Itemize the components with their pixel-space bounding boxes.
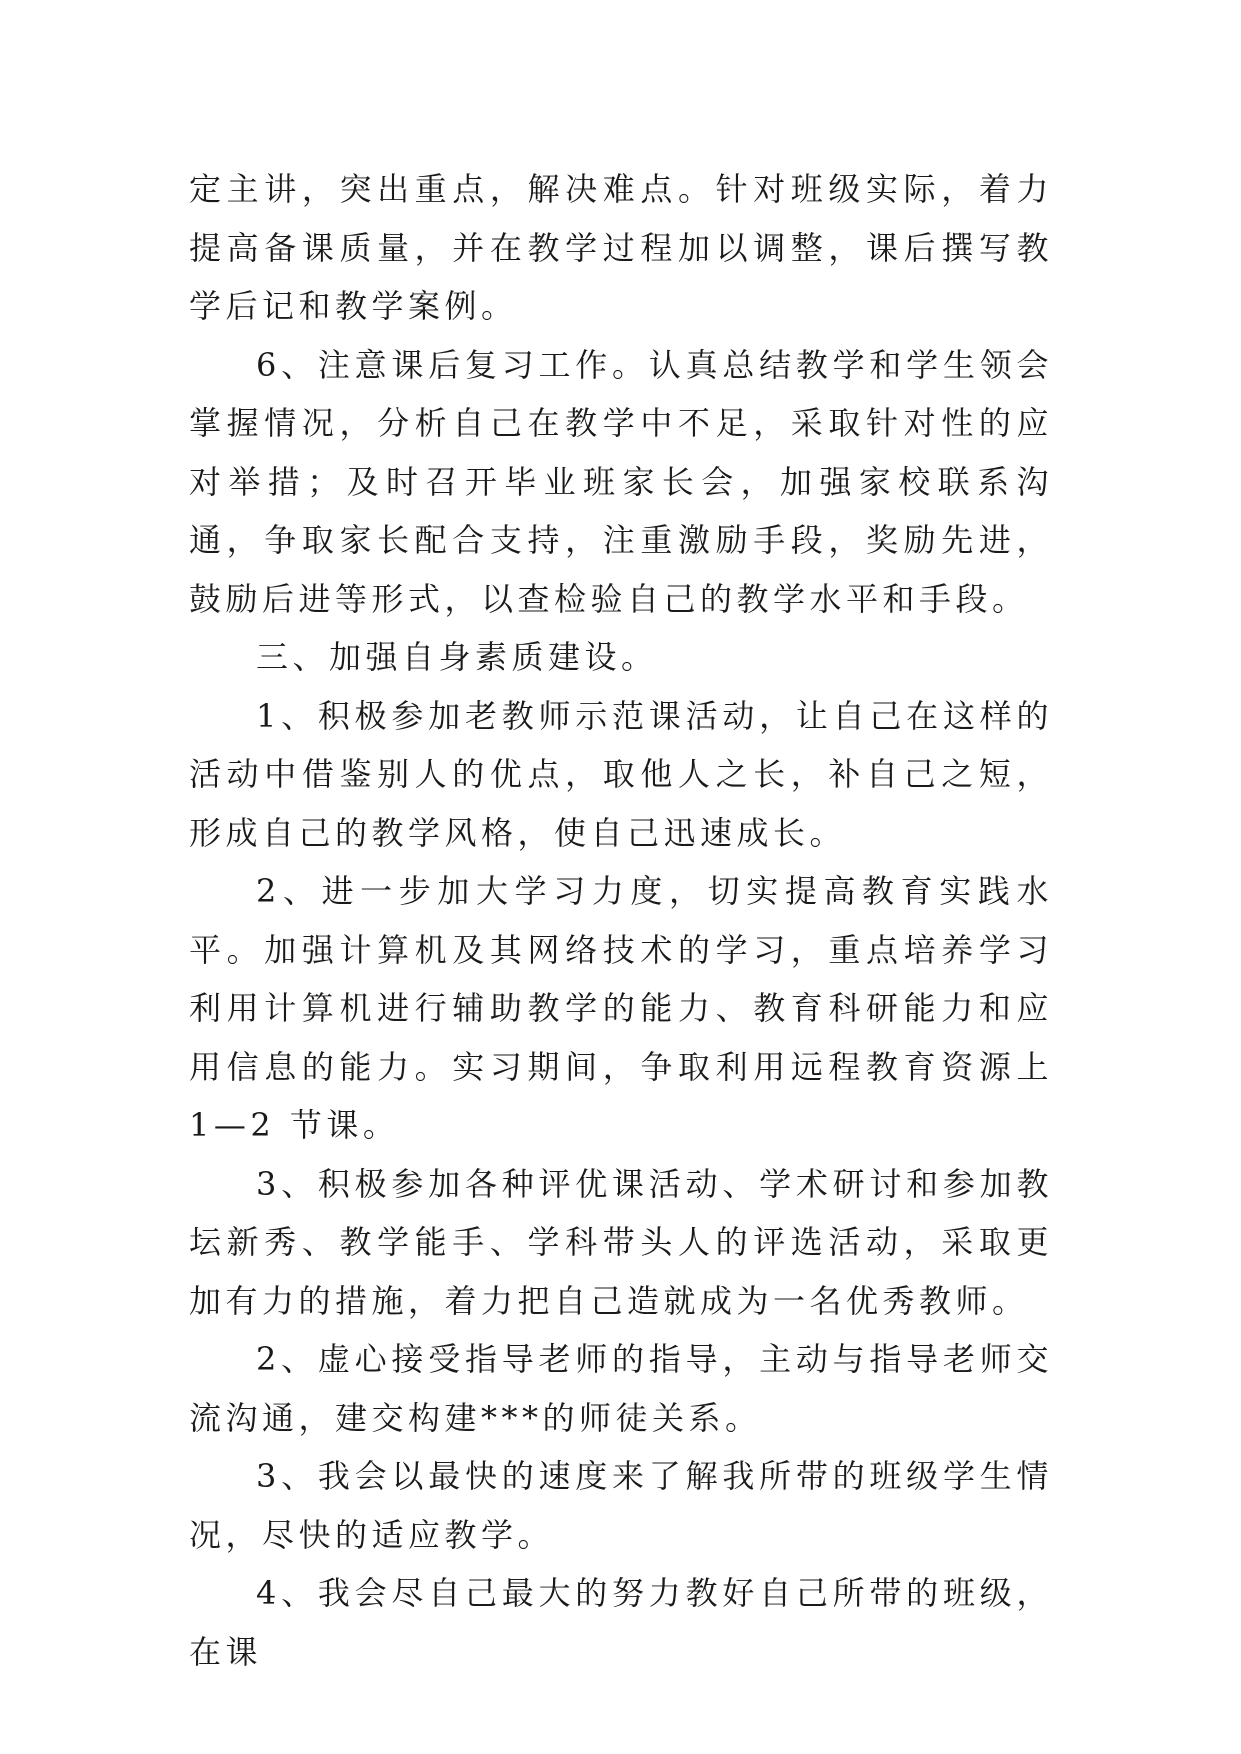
paragraph-9: 4、我会尽自己最大的努力教好自己所带的班级，在课 <box>189 1574 1053 1671</box>
paragraph-1: 定主讲，突出重点，解决难点。针对班级实际，着力提高备课质量，并在教学过程加以调整，课后撰写教学后记和教学案例。 <box>189 170 1053 325</box>
section-heading: 三、加强自身素质建设。 <box>256 638 658 676</box>
paragraph-8: 3、我会以最快的速度来了解我所带的班级学生情况，尽快的适应教学。 <box>189 1457 1053 1554</box>
document-body <box>189 160 1053 1681</box>
paragraph-6: 3、积极参加各种评优课活动、学术研讨和参加教坛新秀、教学能手、学科带头人的评选活动，采取更加有力的措施，着力把自己造就成为一名优秀教师。 <box>189 1164 1053 1320</box>
paragraph-2: 6、注意课后复习工作。认真总结教学和学生领会掌握情况，分析自己在教学中不足，采取针对性的应对举措；及时召开毕业班家长会，加强家校联系沟通，争取家长配合支持，注重激励手段，奖励先进，鼓励后进等形式，以查检验自己的教学水平和手段。 <box>189 345 1053 618</box>
paragraph-4: 1、积极参加老教师示范课活动，让自己在这样的活动中借鉴别人的优点，取他人之长，补自己之短，形成自己的教学风格，使自己迅速成长。 <box>189 696 1053 852</box>
paragraph-5: 2、进一步加大学习力度，切实提高教育实践水平。加强计算机及其网络技术的学习，重点培养学习利用计算机进行辅助教学的能力、教育科研能力和应用信息的能力。实习期间，争取利用远程教育资源上 1—2 节课。 <box>189 872 1053 1144</box>
paragraph-7: 2、虚心接受指导老师的指导，主动与指导老师交流沟通，建交构建***的师徒关系。 <box>189 1340 1053 1437</box>
